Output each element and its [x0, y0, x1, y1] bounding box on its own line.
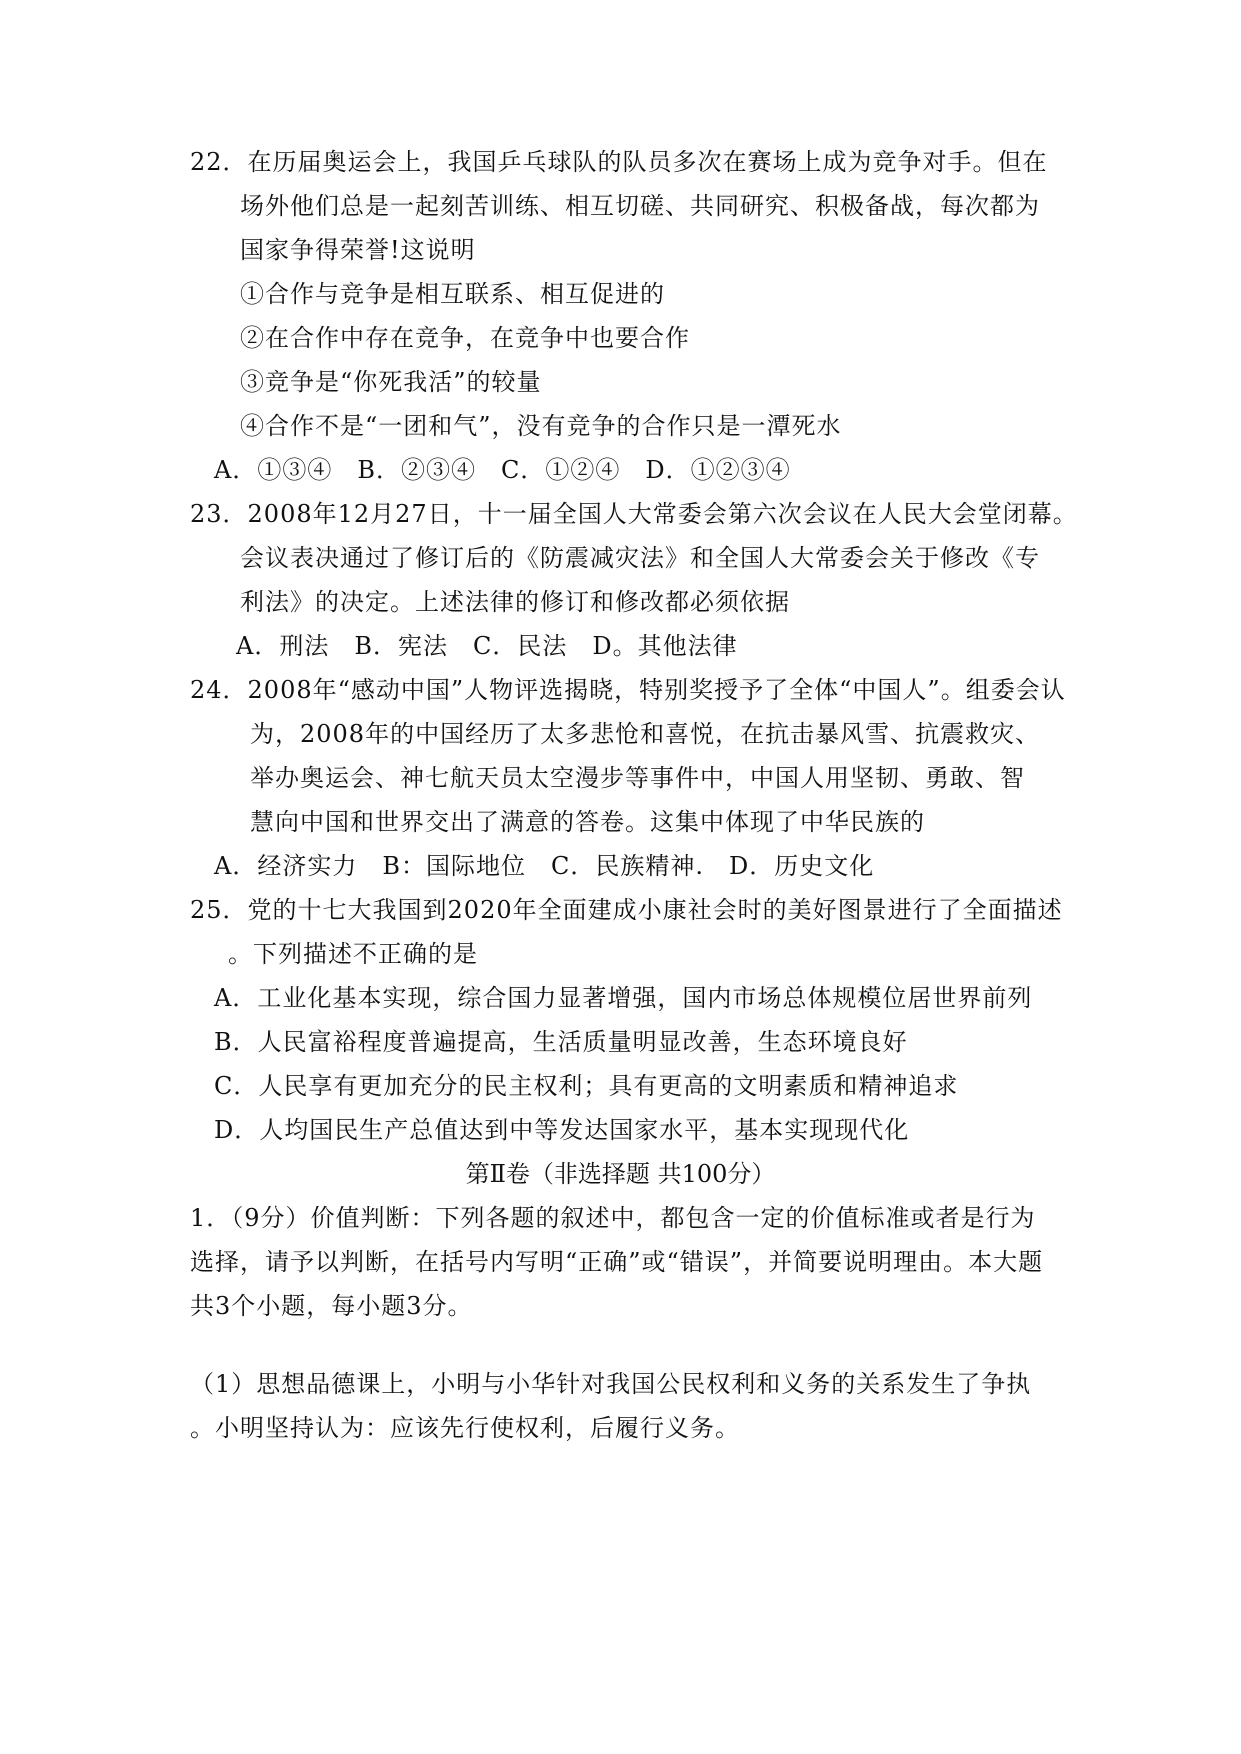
- q25-option-c: C．人民享有更加充分的民主权利；具有更高的文明素质和精神追求: [214, 1072, 959, 1100]
- q22-statement-3: ③竞争是“你死我活”的较量: [240, 368, 542, 396]
- q22-line-3: 国家争得荣誉!这说明: [240, 236, 476, 264]
- q22-line-1: 22．在历届奥运会上，我国乒乓球队的队员多次在赛场上成为竞争对手。但在: [190, 148, 1048, 176]
- q22-options: A．①③④ B．②③④ C．①②④ D．①②③④: [214, 456, 791, 484]
- q24-line-3: 举办奥运会、神七航天员太空漫步等事件中，中国人用坚韧、勇敢、智: [250, 764, 1025, 792]
- q22-statement-1: ①合作与竞争是相互联系、相互促进的: [240, 280, 665, 308]
- section-2-title: 第Ⅱ卷（非选择题 共100分）: [465, 1160, 776, 1188]
- q22-statement-4: ④合作不是“一团和气”，没有竞争的合作只是一潭死水: [240, 412, 842, 440]
- q23-options: A．刑法 B．宪法 C．民法 D。其他法律: [236, 632, 738, 660]
- q23-line-2: 会议表决通过了修订后的《防震减灾法》和全国人大常委会关于修改《专: [240, 544, 1040, 572]
- q25-line-1: 25．党的十七大我国到2020年全面建成小康社会时的美好图景进行了全面描述: [190, 896, 1063, 924]
- q24-options: A．经济实力 B：国际地位 C．民族精神. D．历史文化: [214, 852, 875, 880]
- p1-line-1: 1．（9分）价值判断：下列各题的叙述中，都包含一定的价值标准或者是行为: [190, 1204, 1036, 1232]
- q23-line-3: 利法》的决定。上述法律的修订和修改都必须依据: [240, 588, 790, 616]
- p1-line-3: 共3个小题，每小题3分。: [190, 1292, 473, 1320]
- q24-line-4: 慧向中国和世界交出了满意的答卷。这集中体现了中华民族的: [250, 808, 925, 836]
- p1-sub1-line-2: 。小明坚持认为：应该先行使权利，后履行义务。: [190, 1414, 740, 1442]
- q22-statement-2: ②在合作中存在竞争，在竞争中也要合作: [240, 324, 690, 352]
- q25-option-d: D．人均国民生产总值达到中等发达国家水平，基本实现现代化: [214, 1116, 910, 1144]
- q24-line-1: 24．2008年“感动中国”人物评选揭晓，特别奖授予了全体“中国人”。组委会认: [190, 676, 1066, 704]
- p1-line-2: 选择，请予以判断，在括号内写明“正确”或“错误”，并简要说明理由。本大题: [190, 1248, 1044, 1276]
- p1-sub1-line-1: （1）思想品德课上，小明与小华针对我国公民权利和义务的关系发生了争执: [190, 1370, 1032, 1398]
- q23-line-1: 23．2008年12月27日，十一届全国人大常委会第六次会议在人民大会堂闭幕。: [190, 500, 1078, 528]
- q24-line-2: 为，2008年的中国经历了太多悲怆和喜悦，在抗击暴风雪、抗震救灾、: [250, 720, 1041, 748]
- q25-option-a: A．工业化基本实现，综合国力显著增强，国内市场总体规模位居世界前列: [214, 984, 1033, 1012]
- q22-line-2: 场外他们总是一起刻苦训练、相互切磋、共同研究、积极备战，每次都为: [240, 192, 1040, 220]
- q25-option-b: B．人民富裕程度普遍提高，生活质量明显改善，生态环境良好: [214, 1028, 908, 1056]
- q25-line-2: 。下列描述不正确的是: [228, 940, 478, 968]
